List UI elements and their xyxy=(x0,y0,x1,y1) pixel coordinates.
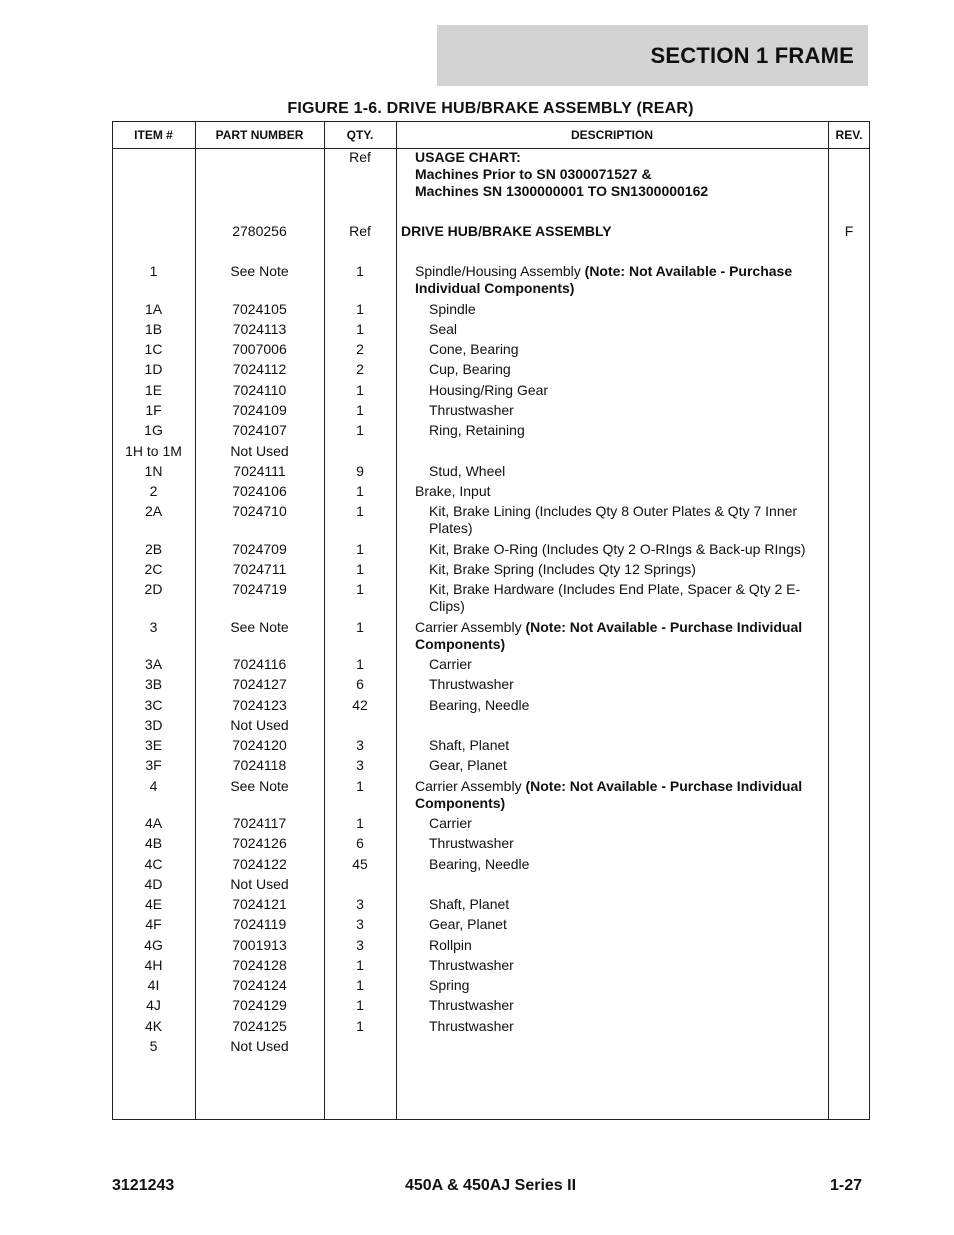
quantity: 1 xyxy=(356,1018,364,1034)
description xyxy=(429,361,829,378)
description xyxy=(429,1018,829,1035)
part-number: 7024124 xyxy=(232,977,287,993)
part-number: Not Used xyxy=(230,717,289,733)
item-number: 3F xyxy=(145,757,162,773)
description-text: Housing/Ring Gear xyxy=(429,382,549,398)
description xyxy=(415,483,815,500)
description-text: Brake, Input xyxy=(415,483,491,499)
item-number: 4 xyxy=(149,778,158,794)
item-number: 3C xyxy=(144,697,163,713)
column-header-qty: QTY. xyxy=(346,127,374,142)
item-number: 1F xyxy=(145,402,162,418)
quantity: 1 xyxy=(356,581,364,597)
quantity: 1 xyxy=(356,321,364,337)
column-divider xyxy=(396,121,397,1120)
description xyxy=(429,957,829,974)
part-number: Not Used xyxy=(230,876,289,892)
item-number: 4H xyxy=(144,957,163,973)
description xyxy=(415,778,815,812)
part-number: 7024123 xyxy=(232,697,287,713)
description-note: USAGE CHART: Machines Prior to SN 0300071527 & Machines SN 1300000001 TO SN1300000162 xyxy=(415,149,709,199)
quantity: 1 xyxy=(356,483,364,499)
item-number: 4G xyxy=(144,937,163,953)
quantity: 3 xyxy=(356,737,364,753)
part-number: Not Used xyxy=(230,1038,289,1054)
part-number: 7024107 xyxy=(232,422,287,438)
quantity: 3 xyxy=(356,937,364,953)
quantity: 6 xyxy=(356,676,364,692)
quantity: 1 xyxy=(356,977,364,993)
quantity: 1 xyxy=(356,815,364,831)
description-text: Gear, Planet xyxy=(429,916,507,932)
quantity: 1 xyxy=(356,561,364,577)
quantity: 1 xyxy=(356,656,364,672)
description-text: Kit, Brake Hardware (Includes End Plate, Spacer & Qty 2 E- Clips) xyxy=(429,581,801,614)
quantity: 2 xyxy=(356,341,364,357)
description xyxy=(429,503,829,537)
part-number: 7024122 xyxy=(232,856,287,872)
item-number: 2A xyxy=(144,503,163,519)
part-number: 2780256 xyxy=(232,223,287,239)
description xyxy=(429,856,829,873)
quantity: 42 xyxy=(352,697,368,713)
quantity: Ref xyxy=(349,223,371,239)
part-number: 7024106 xyxy=(232,483,287,499)
item-number: 1A xyxy=(144,301,163,317)
description-text: Thrustwasher xyxy=(429,1018,514,1034)
item-number: 4J xyxy=(146,997,161,1013)
section-banner xyxy=(437,25,868,86)
footer-model: 450A & 450AJ Series II xyxy=(404,1177,577,1194)
description-text: Kit, Brake Lining (Includes Qty 8 Outer Plates & Qty 7 Inner Plates) xyxy=(429,503,798,536)
quantity: 1 xyxy=(356,503,364,519)
description xyxy=(429,541,829,558)
column-header-part-number: PART NUMBER xyxy=(215,127,304,142)
description-text: Spring xyxy=(429,977,470,993)
description-text: Shaft, Planet xyxy=(429,737,510,753)
section-title: SECTION 1 FRAME xyxy=(650,42,854,68)
description xyxy=(429,656,829,673)
description-text: Stud, Wheel xyxy=(429,463,506,479)
description xyxy=(429,581,829,615)
part-number: 7024128 xyxy=(232,957,287,973)
description xyxy=(429,757,829,774)
description-text: Carrier Assembly xyxy=(415,619,526,635)
item-number: 1D xyxy=(144,361,163,377)
part-number: 7024109 xyxy=(232,402,287,418)
quantity: 9 xyxy=(356,463,364,479)
description xyxy=(429,737,829,754)
quantity: Ref xyxy=(349,149,371,165)
item-number: 4E xyxy=(144,896,163,912)
item-number: 2C xyxy=(144,561,163,577)
description xyxy=(429,896,829,913)
item-number: 4C xyxy=(144,856,163,872)
item-number: 1B xyxy=(144,321,163,337)
quantity: 1 xyxy=(356,382,364,398)
description xyxy=(415,619,815,653)
figure-title: FIGURE 1-6. DRIVE HUB/BRAKE ASSEMBLY (REAR) xyxy=(287,100,694,117)
item-number: 2 xyxy=(149,483,158,499)
description xyxy=(429,697,829,714)
part-number: 7024119 xyxy=(232,916,287,932)
item-number: 1E xyxy=(144,382,163,398)
description-text: Seal xyxy=(429,321,458,337)
description-text: Cone, Bearing xyxy=(429,341,519,357)
part-number: 7024116 xyxy=(232,656,287,672)
part-number: See Note xyxy=(230,619,289,635)
item-number: 4F xyxy=(145,916,162,932)
part-number: 7024110 xyxy=(232,382,287,398)
footer-page-number: 1-27 xyxy=(829,1177,862,1194)
column-header-rev: REV. xyxy=(835,127,863,142)
item-number: 3A xyxy=(144,656,163,672)
quantity: 1 xyxy=(356,778,364,794)
revision: F xyxy=(844,223,854,239)
quantity: 3 xyxy=(356,757,364,773)
description xyxy=(429,835,829,852)
quantity: 3 xyxy=(356,916,364,932)
part-number: 7024121 xyxy=(232,896,287,912)
description-note: (Note: Not Available - Purchase Individual Components) xyxy=(415,778,803,811)
part-number: 7024111 xyxy=(233,463,286,479)
description-text: Carrier Assembly xyxy=(415,778,526,794)
description xyxy=(429,301,829,318)
description-text: Gear, Planet xyxy=(429,757,507,773)
part-number: 7024126 xyxy=(232,835,287,851)
description-text: Bearing, Needle xyxy=(429,856,530,872)
description xyxy=(415,263,815,297)
item-number: 4A xyxy=(144,815,163,831)
description xyxy=(429,916,829,933)
item-number: 4B xyxy=(144,835,163,851)
quantity: 1 xyxy=(356,402,364,418)
description-text: Bearing, Needle xyxy=(429,697,530,713)
part-number: 7024118 xyxy=(232,757,287,773)
part-number: See Note xyxy=(230,778,289,794)
description-text: Carrier xyxy=(429,656,472,672)
part-number: 7024127 xyxy=(232,676,287,692)
description xyxy=(415,149,815,200)
part-number: 7024719 xyxy=(232,581,287,597)
description-text: Shaft, Planet xyxy=(429,896,510,912)
description-text: Kit, Brake O-Ring (Includes Qty 2 O-RIngs & Back-up RIngs) xyxy=(429,541,806,557)
part-number: 7024129 xyxy=(232,997,287,1013)
description-text: Carrier xyxy=(429,815,472,831)
quantity: 1 xyxy=(356,301,364,317)
part-number: 7024113 xyxy=(232,321,287,337)
description xyxy=(429,463,829,480)
description xyxy=(429,676,829,693)
description-text: Ring, Retaining xyxy=(429,422,525,438)
description xyxy=(429,937,829,954)
description-text: Spindle xyxy=(429,301,476,317)
quantity: 1 xyxy=(356,422,364,438)
item-number: 3B xyxy=(144,676,163,692)
item-number: 4K xyxy=(144,1018,163,1034)
item-number: 3 xyxy=(149,619,158,635)
quantity: 6 xyxy=(356,835,364,851)
description-note: (Note: Not Available - Purchase Individual Components) xyxy=(415,263,793,296)
quantity: 2 xyxy=(356,361,364,377)
description xyxy=(429,382,829,399)
part-number: 7024120 xyxy=(232,737,287,753)
description xyxy=(429,977,829,994)
description-note: (Note: Not Available - Purchase Individual Components) xyxy=(415,619,803,652)
column-header-description: DESCRIPTION xyxy=(570,127,653,142)
description xyxy=(429,402,829,419)
quantity: 1 xyxy=(356,997,364,1013)
item-number: 4I xyxy=(147,977,160,993)
description-text: Cup, Bearing xyxy=(429,361,511,377)
description-text: Spindle/Housing Assembly xyxy=(415,263,585,279)
description-note: DRIVE HUB/BRAKE ASSEMBLY xyxy=(401,223,612,239)
item-number: 3D xyxy=(144,717,163,733)
item-number: 1C xyxy=(144,341,163,357)
part-number: 7024710 xyxy=(232,503,287,519)
item-number: 3E xyxy=(144,737,163,753)
description xyxy=(429,561,829,578)
description-text: Kit, Brake Spring (Includes Qty 12 Springs) xyxy=(429,561,696,577)
quantity: 1 xyxy=(356,957,364,973)
description-text: Rollpin xyxy=(429,937,472,953)
quantity: 1 xyxy=(356,263,364,279)
part-number: 7024709 xyxy=(232,541,287,557)
part-number: 7024711 xyxy=(232,561,287,577)
item-number: 2B xyxy=(144,541,163,557)
item-number: 1 xyxy=(149,263,158,279)
part-number: See Note xyxy=(230,263,289,279)
item-number: 1G xyxy=(144,422,163,438)
footer-doc-number: 3121243 xyxy=(112,1177,175,1194)
description xyxy=(429,997,829,1014)
part-number: 7024105 xyxy=(232,301,287,317)
description xyxy=(429,815,829,832)
part-number: 7001913 xyxy=(232,937,287,953)
quantity: 1 xyxy=(356,619,364,635)
description-text: Thrustwasher xyxy=(429,957,514,973)
item-number: 2D xyxy=(144,581,163,597)
part-number: 7024125 xyxy=(232,1018,287,1034)
description-text: Thrustwasher xyxy=(429,997,514,1013)
quantity: 3 xyxy=(356,896,364,912)
description xyxy=(429,422,829,439)
description-text: Thrustwasher xyxy=(429,676,514,692)
description xyxy=(429,321,829,338)
description-text: Thrustwasher xyxy=(429,835,514,851)
part-number: Not Used xyxy=(230,443,289,459)
column-header-item: ITEM # xyxy=(134,127,173,142)
quantity: 45 xyxy=(352,856,368,872)
description xyxy=(401,223,801,240)
item-number: 4D xyxy=(144,876,163,892)
part-number: 7024112 xyxy=(232,361,287,377)
part-number: 7024117 xyxy=(232,815,287,831)
item-number: 5 xyxy=(149,1038,158,1054)
item-number: 1N xyxy=(144,463,163,479)
item-number: 1H to 1M xyxy=(125,443,182,459)
quantity: 1 xyxy=(356,541,364,557)
description-text: Thrustwasher xyxy=(429,402,514,418)
part-number: 7007006 xyxy=(232,341,287,357)
description xyxy=(429,341,829,358)
